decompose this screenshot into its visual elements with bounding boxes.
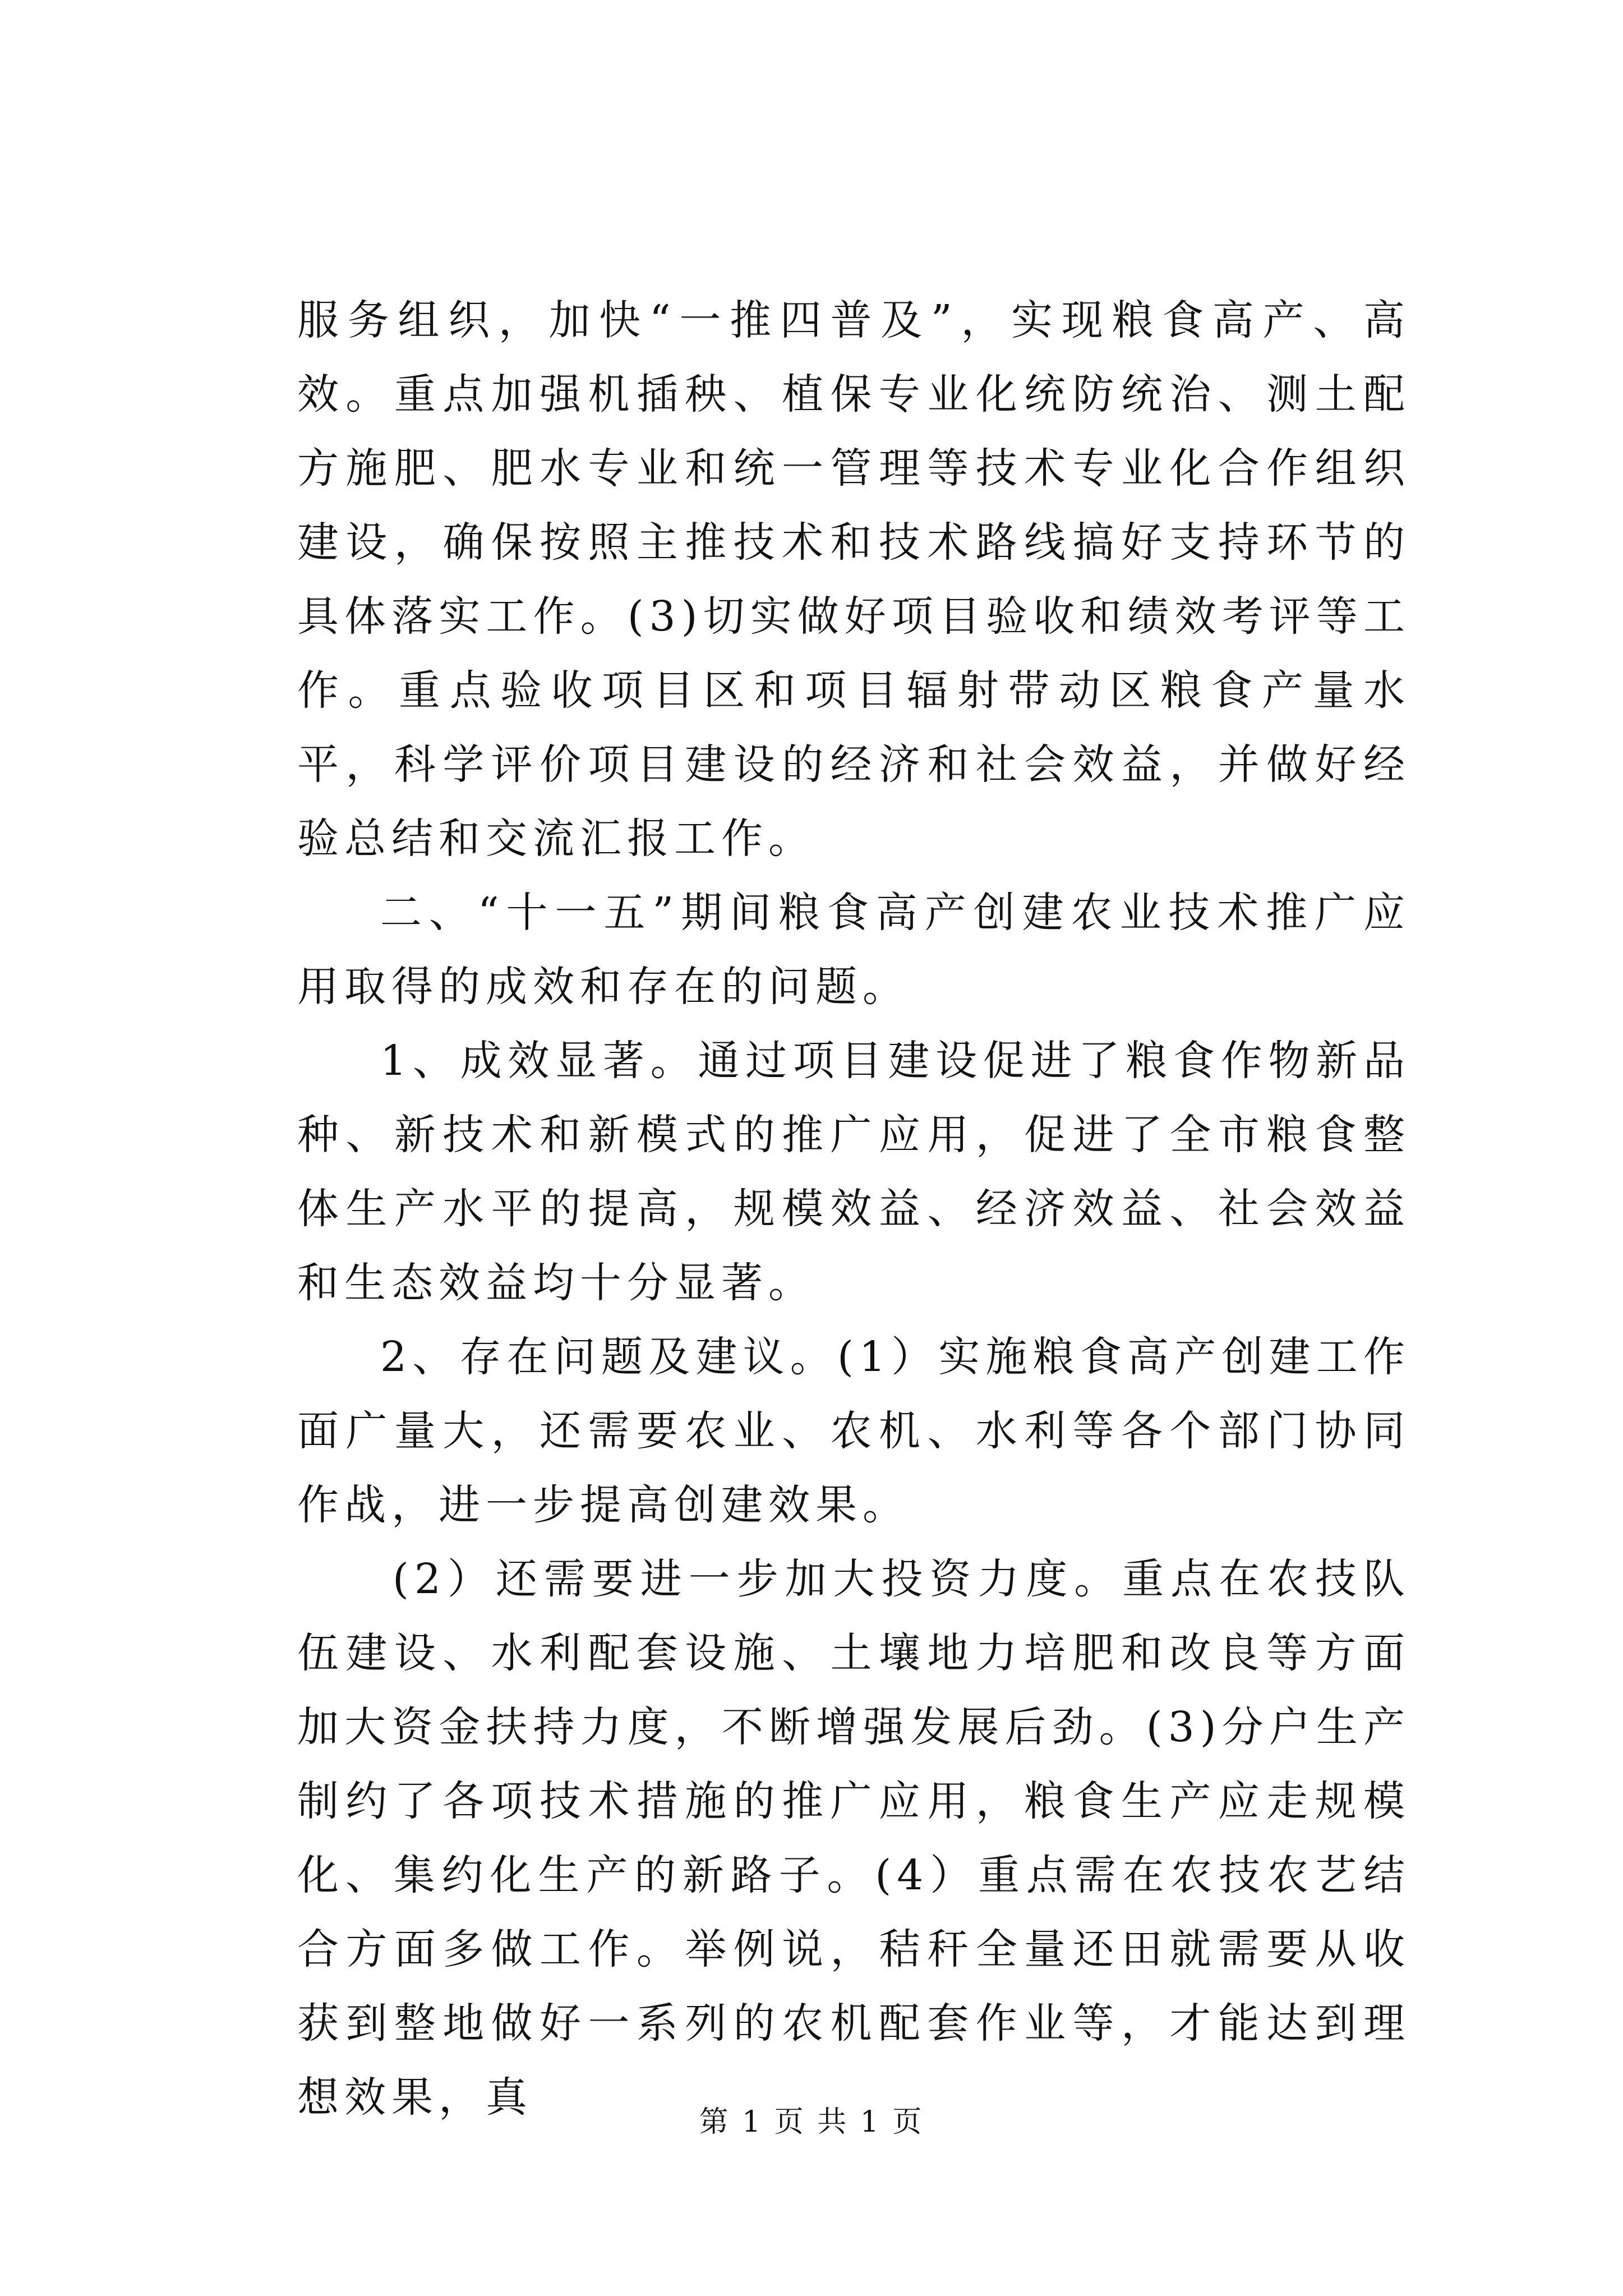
paragraph-5: (2）还需要进一步加大投资力度。重点在农技队伍建设、水利配套设施、土壤地力培肥和改良等方面加大资金扶持力度，不断增强发展后劲。(3)分户生产制约了各项技术措施的推广应用，粮食生产应走规模化、集约化生产的新路子。(4）重点需在农技农艺结合方面多做工作。举例说，秸秆全量还田就需要从收获到整地做好一系列的农机配套作业等，才能达到理想效果，真 bbox=[297, 1555, 1410, 2122]
paragraph-1: 服务组织，加快“一推四普及”，实现粮食高产、高效。重点加强机插秧、植保专业化统防统治、测土配方施肥、肥水专业和统一管理等技术专业化合作组织建设，确保按照主推技术和技术路线搞好支持环节的具体落实工作。(3)切实做好项目验收和绩效考评等工作。重点验收项目区和项目辐射带动区粮食产量水平，科学评价项目建设的经济和社会效益，并做好经验总结和交流汇报工作。 bbox=[297, 296, 1410, 863]
document-body bbox=[297, 283, 1410, 2134]
page-footer: 第 1 页 共 1 页 bbox=[699, 2105, 924, 2139]
paragraph-4: 2、存在问题及建议。(1）实施粮食高产创建工作面广量大，还需要农业、农机、水利等各个部门协同作战，进一步提高创建效果。 bbox=[297, 1333, 1410, 1529]
paragraph-3: 1、成效显著。通过项目建设促进了粮食作物新品种、新技术和新模式的推广应用，促进了全市粮食整体生产水平的提高，规模效益、经济效益、社会效益和生态效益均十分显著。 bbox=[297, 1037, 1410, 1307]
paragraph-2-heading: 二、“十一五”期间粮食高产创建农业技术推广应用取得的成效和存在的问题。 bbox=[297, 889, 1410, 1011]
